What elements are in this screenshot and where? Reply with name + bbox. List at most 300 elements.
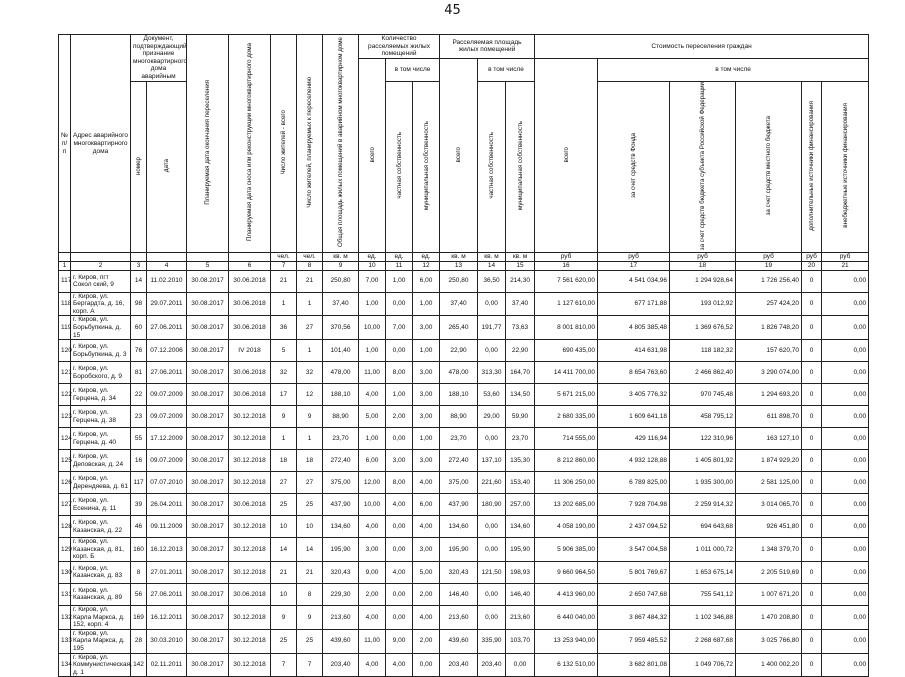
doc-number-cell: 56	[131, 583, 147, 605]
cost-total-cell: 6 440 040,00	[535, 605, 598, 629]
row-number: 125	[59, 450, 71, 472]
completion-date-cell: 30.08.2017	[187, 583, 229, 605]
header-doc-number-text: номер	[135, 156, 142, 175]
doc-number-cell: 8	[131, 561, 147, 583]
premises-count-cell: 5,00	[359, 406, 386, 428]
residents-total-cell: 14	[271, 538, 297, 562]
demolition-date-cell: 30.12.2018	[229, 561, 271, 583]
premises-municipal-cell: 1,00	[413, 340, 440, 362]
residents-relocate-cell: 27	[297, 316, 323, 340]
cost-total-cell: 14 411 700,00	[535, 362, 598, 384]
table-row	[59, 428, 869, 450]
area-municipal-cell: 134,50	[506, 384, 535, 406]
table-row	[59, 653, 869, 677]
cost-fund-cell: 677 171,88	[598, 292, 670, 316]
doc-number-cell: 39	[131, 494, 147, 516]
total-area-cell: 370,56	[323, 316, 359, 340]
header-area-municipal-text: муниципальная собственность	[516, 121, 524, 211]
unit-cell: кв. м	[440, 253, 478, 262]
table-row	[59, 472, 869, 494]
address-cell: г. Киров, ул. Казанская, д. 22	[71, 516, 131, 538]
doc-date-cell: 16.12.2013	[147, 538, 187, 562]
cost-regional-cell: 3 290 074,00	[736, 362, 802, 384]
premises-private-cell: 0,00	[386, 516, 413, 538]
doc-number-cell: 98	[131, 292, 147, 316]
column-number-cell: 5	[187, 262, 229, 271]
cost-extra-cell: 0,00	[822, 561, 869, 583]
area-total-cell: 272,40	[440, 450, 478, 472]
row-number: 120	[59, 340, 71, 362]
cost-federal-cell: 755 541,12	[670, 583, 736, 605]
total-area-cell: 88,90	[323, 406, 359, 428]
unit-cell	[187, 253, 229, 262]
cost-federal-cell: 2 268 687,68	[670, 629, 736, 653]
cost-extra-cell: 0,00	[822, 605, 869, 629]
residents-total-cell: 21	[271, 561, 297, 583]
cost-additional-cell: 0	[802, 316, 822, 340]
cost-additional-cell: 0	[802, 653, 822, 677]
doc-date-cell: 09.07.2009	[147, 384, 187, 406]
header-premises-area-total-text: всего	[455, 146, 462, 162]
area-private-cell: 0,00	[478, 292, 506, 316]
premises-count-cell: 1,00	[359, 292, 386, 316]
header-count-municipal-text: муниципальная собственность	[422, 121, 430, 211]
cost-additional-cell: 0	[802, 629, 822, 653]
area-private-cell: 313,30	[478, 362, 506, 384]
demolition-date-cell: 30.12.2018	[229, 406, 271, 428]
cost-federal-cell: 1 935 300,00	[670, 472, 736, 494]
header-premises-count-incl: в том числе	[386, 58, 440, 81]
area-municipal-cell: 257,00	[506, 494, 535, 516]
table-row	[59, 583, 869, 605]
cost-federal-cell: 694 643,68	[670, 516, 736, 538]
unit-cell: ед.	[386, 253, 413, 262]
premises-private-cell: 9,00	[386, 629, 413, 653]
premises-private-cell: 0,00	[386, 292, 413, 316]
cost-federal-cell: 193 012,92	[670, 292, 736, 316]
completion-date-cell: 30.08.2017	[187, 605, 229, 629]
area-municipal-cell: 73,63	[506, 316, 535, 340]
total-area-cell: 213,60	[323, 605, 359, 629]
header-relocation-cost: Стоимость переселения граждан	[535, 35, 869, 59]
doc-date-cell: 26.04.2011	[147, 494, 187, 516]
row-number: 118	[59, 292, 71, 316]
cost-total-cell: 4 413 960,00	[535, 583, 598, 605]
doc-date-cell: 30.03.2010	[147, 629, 187, 653]
cost-fund-cell: 2 650 747,68	[598, 583, 670, 605]
area-private-cell: 53,60	[478, 384, 506, 406]
table-row	[59, 450, 869, 472]
cost-fund-cell: 6 789 825,00	[598, 472, 670, 494]
cost-total-cell: 7 561 620,00	[535, 270, 598, 292]
doc-date-cell: 27.06.2011	[147, 583, 187, 605]
cost-federal-cell: 970 745,48	[670, 384, 736, 406]
premises-private-cell: 3,00	[386, 450, 413, 472]
doc-date-cell: 11.02.2010	[147, 270, 187, 292]
residents-total-cell: 7	[271, 653, 297, 677]
cost-extra-cell: 0,00	[822, 516, 869, 538]
header-planned-demolition-text: Планируемая дата сноса или реконструкции многоквартирного дома	[246, 43, 253, 242]
completion-date-cell: 30.08.2017	[187, 340, 229, 362]
premises-private-cell: 8,00	[386, 472, 413, 494]
area-municipal-cell: 214,30	[506, 270, 535, 292]
premises-private-cell: 0,00	[386, 538, 413, 562]
header-cost-total	[535, 58, 598, 253]
cost-total-cell: 5 906 385,00	[535, 538, 598, 562]
address-cell: г. Киров, ул. Борьбупкина, д. 3	[71, 340, 131, 362]
premises-count-cell: 2,00	[359, 583, 386, 605]
area-municipal-cell: 134,60	[506, 516, 535, 538]
premises-private-cell: 0,00	[386, 340, 413, 362]
completion-date-cell: 30.08.2017	[187, 270, 229, 292]
row-number: 121	[59, 362, 71, 384]
completion-date-cell: 30.08.2017	[187, 292, 229, 316]
demolition-date-cell: 30.06.2018	[229, 316, 271, 340]
completion-date-cell: 30.08.2017	[187, 316, 229, 340]
address-cell: г. Киров, ул. Коммунистическая, д. 1	[71, 653, 131, 677]
header-cost-fund-text: за счет средств Фонда	[630, 133, 638, 199]
area-total-cell: 203,40	[440, 653, 478, 677]
total-area-cell: 250,80	[323, 270, 359, 292]
doc-number-cell: 22	[131, 384, 147, 406]
completion-date-cell: 30.08.2017	[187, 384, 229, 406]
premises-private-cell: 4,00	[386, 561, 413, 583]
demolition-date-cell: 30.06.2018	[229, 494, 271, 516]
total-area-cell: 478,00	[323, 362, 359, 384]
cost-fund-cell: 1 609 641,18	[598, 406, 670, 428]
header-area-private-text: частная собственность	[488, 132, 495, 199]
cost-total-cell: 2 680 335,00	[535, 406, 598, 428]
doc-date-cell: 27.01.2011	[147, 561, 187, 583]
doc-date-cell: 16.12.2011	[147, 605, 187, 629]
row-number: 128	[59, 516, 71, 538]
residents-relocate-cell: 12	[297, 384, 323, 406]
cost-additional-cell: 0	[802, 605, 822, 629]
doc-number-cell: 14	[131, 270, 147, 292]
row-number: 133	[59, 629, 71, 653]
premises-count-cell: 7,00	[359, 270, 386, 292]
premises-municipal-cell: 0,00	[413, 653, 440, 677]
completion-date-cell: 30.08.2017	[187, 450, 229, 472]
header-residents-total-text: Число жителей - всего	[280, 110, 287, 175]
total-area-cell: 437,90	[323, 494, 359, 516]
premises-municipal-cell: 6,00	[413, 494, 440, 516]
area-private-cell: 203,40	[478, 653, 506, 677]
unit-cell: руб	[535, 253, 598, 262]
premises-count-cell: 3,00	[359, 538, 386, 562]
residents-relocate-cell: 25	[297, 629, 323, 653]
row-number: 117	[59, 270, 71, 292]
cost-fund-cell: 3 867 484,32	[598, 605, 670, 629]
area-private-cell: 335,90	[478, 629, 506, 653]
area-private-cell: 191,77	[478, 316, 506, 340]
cost-fund-cell: 2 437 094,52	[598, 516, 670, 538]
column-number-cell: 4	[147, 262, 187, 271]
cost-regional-cell: 1 400 002,20	[736, 653, 802, 677]
cost-total-cell: 6 132 510,00	[535, 653, 598, 677]
unit-cell: кв. м	[323, 253, 359, 262]
cost-federal-cell: 2 259 914,32	[670, 494, 736, 516]
area-municipal-cell: 213,60	[506, 605, 535, 629]
total-area-cell: 195,90	[323, 538, 359, 562]
total-area-cell: 188,10	[323, 384, 359, 406]
premises-count-cell: 11,00	[359, 629, 386, 653]
cost-extra-cell: 0,00	[822, 362, 869, 384]
row-number: 122	[59, 384, 71, 406]
area-total-cell: 250,80	[440, 270, 478, 292]
area-total-cell: 213,60	[440, 605, 478, 629]
demolition-date-cell: 30.12.2018	[229, 428, 271, 450]
header-premises-count: Количество расселяемых жилых помещений	[359, 35, 440, 59]
cost-regional-cell: 1 470 208,80	[736, 605, 802, 629]
cost-federal-cell: 1 653 675,14	[670, 561, 736, 583]
residents-total-cell: 36	[271, 316, 297, 340]
cost-extra-cell: 0,00	[822, 316, 869, 340]
cost-regional-cell: 163 127,10	[736, 428, 802, 450]
column-number-cell: 1	[59, 262, 71, 271]
header-cost-total-text: всего	[562, 146, 570, 162]
doc-number-cell: 55	[131, 428, 147, 450]
doc-date-cell: 27.06.2011	[147, 362, 187, 384]
total-area-cell: 203,40	[323, 653, 359, 677]
premises-count-cell: 12,00	[359, 472, 386, 494]
address-cell: г. Киров, ул. Казанская, д. 89	[71, 583, 131, 605]
demolition-date-cell: 30.12.2018	[229, 472, 271, 494]
header-count-private-text: частная собственность	[395, 132, 403, 199]
doc-date-cell: 07.12.2006	[147, 340, 187, 362]
area-private-cell: 0,00	[478, 583, 506, 605]
cost-additional-cell: 0	[802, 583, 822, 605]
unit-cell: чел.	[271, 253, 297, 262]
residents-total-cell: 25	[271, 494, 297, 516]
total-area-cell: 101,40	[323, 340, 359, 362]
area-municipal-cell: 195,90	[506, 538, 535, 562]
cost-regional-cell: 2 205 519,69	[736, 561, 802, 583]
row-number: 132	[59, 605, 71, 629]
address-cell: г. Киров, ул. Карла Маркса, д. 195	[71, 629, 131, 653]
area-total-cell: 320,43	[440, 561, 478, 583]
page-number: 45	[444, 3, 461, 18]
doc-number-cell: 60	[131, 316, 147, 340]
cost-extra-cell: 0,00	[822, 428, 869, 450]
demolition-date-cell: 30.12.2018	[229, 653, 271, 677]
area-private-cell: 180,90	[478, 494, 506, 516]
area-private-cell: 29,00	[478, 406, 506, 428]
cost-additional-cell: 0	[802, 472, 822, 494]
area-municipal-cell: 22,90	[506, 340, 535, 362]
cost-fund-cell: 3 405 776,32	[598, 384, 670, 406]
premises-municipal-cell: 4,00	[413, 605, 440, 629]
cost-fund-cell: 8 654 763,60	[598, 362, 670, 384]
cost-additional-cell: 0	[802, 340, 822, 362]
completion-date-cell: 30.08.2017	[187, 561, 229, 583]
area-total-cell: 146,40	[440, 583, 478, 605]
header-total-area-text: Общая площадь жилых помещений в аварийном многоквартирном доме	[337, 37, 344, 248]
cost-total-cell: 4 058 190,00	[535, 516, 598, 538]
completion-date-cell: 30.08.2017	[187, 362, 229, 384]
cost-additional-cell: 0	[802, 362, 822, 384]
header-cost-additional-text: дополнительные источники финансирования	[808, 100, 816, 231]
cost-total-cell: 1 127 610,00	[535, 292, 598, 316]
premises-private-cell: 0,00	[386, 605, 413, 629]
demolition-date-cell: 30.12.2018	[229, 516, 271, 538]
unit-cell	[131, 253, 147, 262]
premises-count-cell: 6,00	[359, 450, 386, 472]
premises-municipal-cell: 3,00	[413, 406, 440, 428]
area-municipal-cell: 146,40	[506, 583, 535, 605]
cost-additional-cell: 0	[802, 538, 822, 562]
area-total-cell: 88,90	[440, 406, 478, 428]
premises-municipal-cell: 1,00	[413, 428, 440, 450]
table-row	[59, 516, 869, 538]
completion-date-cell: 30.08.2017	[187, 428, 229, 450]
unit-cell	[147, 253, 187, 262]
cost-federal-cell: 1 294 928,64	[670, 270, 736, 292]
total-area-cell: 229,30	[323, 583, 359, 605]
unit-cell: ед.	[359, 253, 386, 262]
column-number-cell: 12	[413, 262, 440, 271]
table-row	[59, 605, 869, 629]
header-cost-federal	[670, 81, 736, 253]
address-cell: г. Киров, ул. Герцена, д. 40	[71, 428, 131, 450]
row-number: 126	[59, 472, 71, 494]
cost-total-cell: 9 660 964,50	[535, 561, 598, 583]
completion-date-cell: 30.08.2017	[187, 406, 229, 428]
cost-additional-cell: 0	[802, 384, 822, 406]
area-municipal-cell: 135,30	[506, 450, 535, 472]
unit-cell: руб	[802, 253, 822, 262]
address-cell: г. Киров, ул. Деповская, д. 24	[71, 450, 131, 472]
cost-extra-cell: 0,00	[822, 472, 869, 494]
premises-municipal-cell: 3,00	[413, 538, 440, 562]
header-count-private	[386, 81, 413, 253]
column-number-cell: 10	[359, 262, 386, 271]
cost-additional-cell: 0	[802, 406, 822, 428]
table-row	[59, 316, 869, 340]
cost-additional-cell: 0	[802, 516, 822, 538]
cost-federal-cell: 122 310,96	[670, 428, 736, 450]
doc-date-cell: 09.07.2009	[147, 406, 187, 428]
cost-extra-cell: 0,00	[822, 406, 869, 428]
row-number: 130	[59, 561, 71, 583]
demolition-date-cell: 30.06.2018	[229, 362, 271, 384]
cost-extra-cell: 0,00	[822, 292, 869, 316]
cost-federal-cell: 1 405 801,92	[670, 450, 736, 472]
doc-number-cell: 169	[131, 605, 147, 629]
premises-private-cell: 8,00	[386, 362, 413, 384]
residents-relocate-cell: 18	[297, 450, 323, 472]
residents-relocate-cell: 21	[297, 561, 323, 583]
completion-date-cell: 30.08.2017	[187, 472, 229, 494]
column-number-cell: 3	[131, 262, 147, 271]
header-premises-area: Расселяемая площадь жилых помещений	[440, 35, 535, 59]
cost-total-cell: 11 306 250,00	[535, 472, 598, 494]
address-cell: г. Киров, ул. Герцена, д. 38	[71, 406, 131, 428]
residents-total-cell: 21	[271, 270, 297, 292]
premises-municipal-cell: 4,00	[413, 472, 440, 494]
area-private-cell: 0,00	[478, 340, 506, 362]
cost-extra-cell: 0,00	[822, 538, 869, 562]
unit-cell: руб	[670, 253, 736, 262]
premises-municipal-cell: 3,00	[413, 362, 440, 384]
total-area-cell: 37,40	[323, 292, 359, 316]
residents-total-cell: 10	[271, 516, 297, 538]
table-row	[59, 406, 869, 428]
total-area-cell: 272,40	[323, 450, 359, 472]
cost-federal-cell: 118 182,32	[670, 340, 736, 362]
unit-cell	[59, 253, 71, 262]
area-total-cell: 188,10	[440, 384, 478, 406]
relocation-register-table	[58, 34, 869, 677]
premises-count-cell: 9,00	[359, 561, 386, 583]
header-planned-completion	[187, 35, 229, 253]
doc-date-cell: 29.07.2011	[147, 292, 187, 316]
residents-total-cell: 17	[271, 384, 297, 406]
table-row	[59, 494, 869, 516]
address-cell: г. Киров, ул. Борьбупкина, д. 15	[71, 316, 131, 340]
demolition-date-cell: 30.12.2018	[229, 538, 271, 562]
premises-count-cell: 4,00	[359, 384, 386, 406]
residents-relocate-cell: 7	[297, 653, 323, 677]
cost-extra-cell: 0,00	[822, 653, 869, 677]
cost-additional-cell: 0	[802, 270, 822, 292]
column-number-cell: 19	[736, 262, 802, 271]
cost-regional-cell: 1 726 256,40	[736, 270, 802, 292]
cost-total-cell: 13 202 685,00	[535, 494, 598, 516]
doc-number-cell: 23	[131, 406, 147, 428]
row-number: 134	[59, 653, 71, 677]
cost-total-cell: 714 555,00	[535, 428, 598, 450]
residents-total-cell: 25	[271, 629, 297, 653]
premises-municipal-cell: 1,00	[413, 292, 440, 316]
area-total-cell: 195,90	[440, 538, 478, 562]
premises-municipal-cell: 6,00	[413, 270, 440, 292]
address-cell: г. Киров, пгт Сокол ский, 9	[71, 270, 131, 292]
total-area-cell: 439,60	[323, 629, 359, 653]
cost-federal-cell: 458 795,12	[670, 406, 736, 428]
completion-date-cell: 30.08.2017	[187, 494, 229, 516]
header-cost-incl: в том числе	[598, 58, 869, 81]
cost-regional-cell: 1 348 379,70	[736, 538, 802, 562]
premises-count-cell: 1,00	[359, 428, 386, 450]
cost-regional-cell: 1 874 929,20	[736, 450, 802, 472]
doc-number-cell: 28	[131, 629, 147, 653]
table-row	[59, 629, 869, 653]
cost-fund-cell: 3 682 801,08	[598, 653, 670, 677]
column-number-cell: 14	[478, 262, 506, 271]
total-area-cell: 375,00	[323, 472, 359, 494]
cost-total-cell: 8 001 810,00	[535, 316, 598, 340]
header-doc-date	[147, 81, 187, 253]
demolition-date-cell: 30.12.2018	[229, 450, 271, 472]
cost-extra-cell: 0,00	[822, 450, 869, 472]
area-private-cell: 0,00	[478, 605, 506, 629]
doc-number-cell: 117	[131, 472, 147, 494]
address-cell: г. Киров, ул. Есенина, д. 11	[71, 494, 131, 516]
demolition-date-cell: 30.12.2018	[229, 629, 271, 653]
premises-municipal-cell: 5,00	[413, 561, 440, 583]
table-row	[59, 270, 869, 292]
area-private-cell: 0,00	[478, 428, 506, 450]
cost-fund-cell: 4 541 034,96	[598, 270, 670, 292]
premises-count-cell: 4,00	[359, 516, 386, 538]
residents-relocate-cell: 27	[297, 472, 323, 494]
row-number: 123	[59, 406, 71, 428]
area-total-cell: 439,60	[440, 629, 478, 653]
unit-cell: кв. м	[478, 253, 506, 262]
doc-number-cell: 142	[131, 653, 147, 677]
header-premises-area-total	[440, 58, 478, 253]
